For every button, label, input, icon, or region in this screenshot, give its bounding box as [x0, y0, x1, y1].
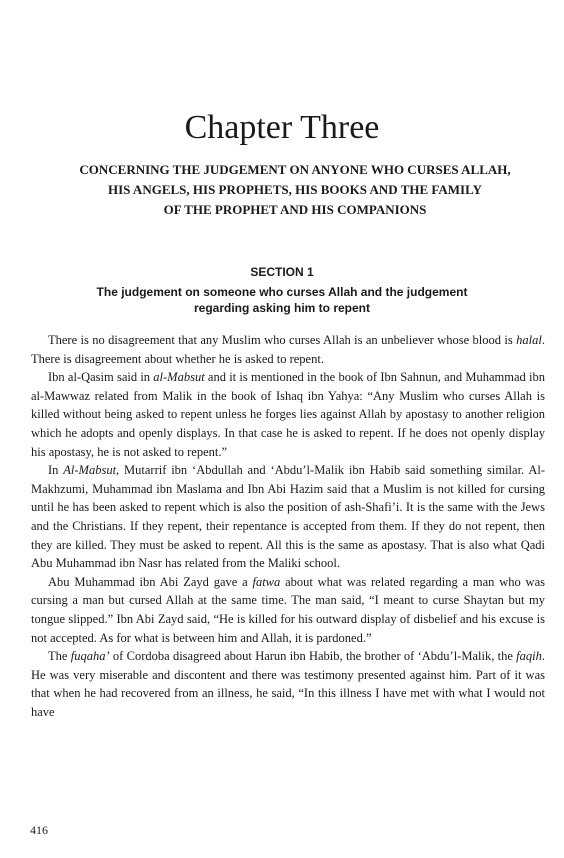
chapter-title: Chapter Three: [184, 109, 380, 146]
text-run: . He was very miserable and discontent and there was testimony presented against him. Part of it was that when he had recovered from an illness, he said, “In this illness I have met with what I would not have: [31, 649, 545, 719]
body-text: [31, 331, 545, 721]
italic-term: Al-Mabsut: [63, 463, 117, 478]
italic-term: fatwa: [252, 574, 281, 589]
paragraph: [31, 368, 545, 461]
chapter-subtitle-line: CONCERNING THE JUDGEMENT ON ANYONE WHO CURSES ALLAH,: [79, 162, 511, 177]
text-run: , Mutarrif ibn ‘Abdullah and ‘Abdu’l-Malik ibn Habib said something similar. Al-Makhzumi, Muhammad ibn Maslama and Ibn Abi Hazim said that a Muslim is not killed for cursing until he has been asked to repent which is also the position of ash-Shafi’i. It is the same with the Jews and the Christians. If they repent, their repentance is accepted from them. If they do not repent, then they are killed. They must be asked to repent. All this is the same as apostasy. That is also what Qadi Abu Muhammad ibn Nasr has related from the Maliki school.: [31, 463, 545, 571]
italic-term: faqih: [516, 649, 542, 664]
chapter-subtitle-line: OF THE PROPHET AND HIS COMPANIONS: [163, 202, 427, 217]
section-subtitle-line: The judgement on someone who curses Allah and the judgement: [96, 285, 468, 299]
text-run: and it is mentioned in the book of Ibn Sahnun, and Muhammad ibn al-Mawwaz related from Malik in the book of Ishaq ibn Yahya: “Any Muslim who curses Allah is killed without being asked to repent unless he forges lies against Allah by apostasy to another religion which he adopts and openly displays. In that case he is asked to repent. If he does not openly display his apostasy, he is not asked to repent.”: [31, 370, 545, 459]
section-subtitle-line: regarding asking him to repent: [193, 301, 371, 315]
section-heading: SECTION 1: [250, 265, 314, 279]
paragraph: [31, 647, 545, 721]
text-run: Ibn al-Qasim said in: [48, 370, 154, 385]
text-run: Abu Muhammad ibn Abi Zayd gave a: [48, 574, 253, 589]
page-number: 416: [30, 823, 48, 837]
italic-term: halal: [516, 333, 542, 347]
text-run: . There is disagreement about whether he is asked to repent.: [31, 333, 545, 366]
text-run: In: [48, 463, 64, 478]
italic-term: al-Mabsut: [153, 370, 205, 385]
text-run: of Cordoba disagreed about Harun ibn Habib, the brother of ‘Abdu’l-Malik, the: [109, 649, 517, 664]
paragraph: [31, 573, 545, 647]
text-run: There is no disagreement that any Muslim who curses Allah is an unbeliever whose blood is: [48, 333, 517, 347]
paragraph: [31, 461, 545, 573]
italic-term: fuqaha’: [70, 649, 110, 664]
chapter-subtitle: [30, 160, 560, 220]
text-run: about what was related regarding a man who was cursing a man but cursed Allah at the same time. The man said, “I meant to curse Shaytan but my tongue slipped.” Ibn Abi Zayd said, “He is killed for his outward display of disbelief and his excuse is not accepted. As for what is between him and Allah, it is pardoned.”: [31, 574, 545, 645]
section-subtitle: [70, 284, 494, 316]
text-run: The: [48, 649, 71, 664]
paragraph: [31, 331, 545, 368]
chapter-subtitle-line: HIS ANGELS, HIS PROPHETS, HIS BOOKS AND THE FAMILY: [108, 182, 482, 197]
